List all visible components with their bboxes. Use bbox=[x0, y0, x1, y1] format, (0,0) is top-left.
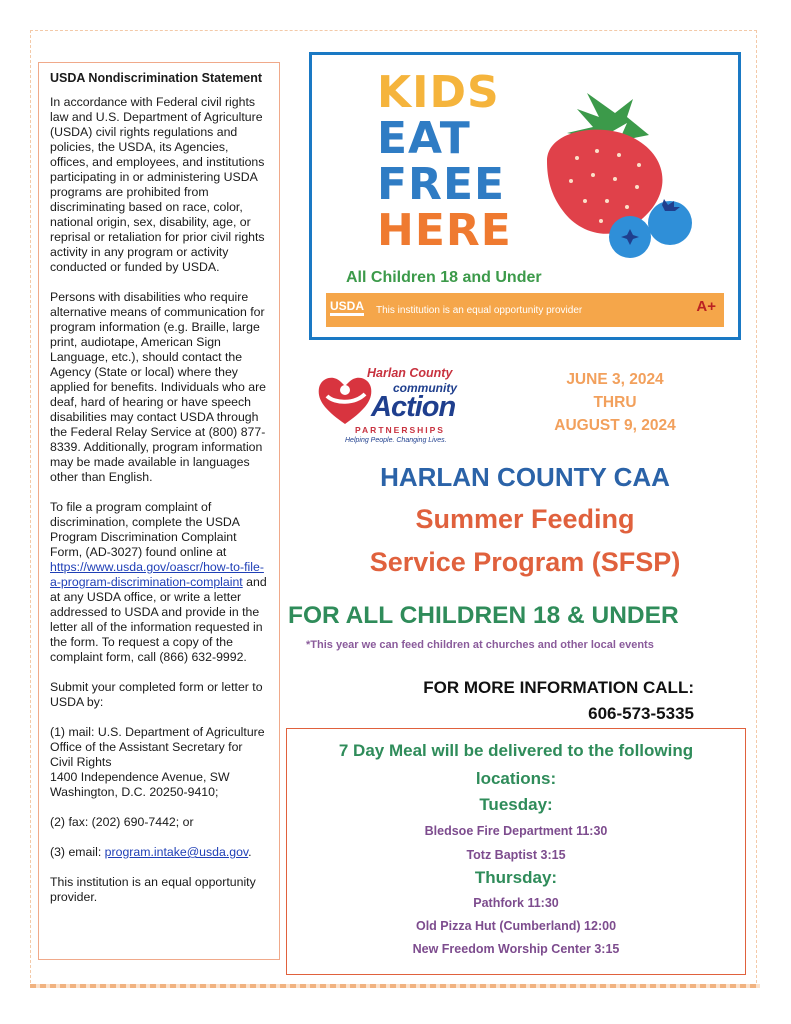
complaint-text: To file a program complaint of discrimination, complete the USDA Program Discrimination Complaint Form, (AD-3027) found online at bbox=[50, 500, 240, 559]
locations-box bbox=[286, 728, 746, 975]
events-note: *This year we can feed children at churches and other local events bbox=[306, 639, 654, 651]
usda-banner-text: This institution is an equal opportunity provider bbox=[376, 305, 583, 316]
logo-community: community bbox=[393, 381, 458, 395]
thursday-label: Thursday: bbox=[474, 868, 558, 887]
list-item: Totz Baptist 3:15 bbox=[466, 848, 566, 862]
end-date: AUGUST 9, 2024 bbox=[554, 417, 676, 434]
mail-line-1: (1) mail: U.S. Department of Agriculture bbox=[50, 725, 265, 739]
email-label: (3) email: bbox=[50, 845, 105, 859]
mail-line-4: Washington, D.C. 20250-9410; bbox=[50, 785, 219, 799]
fax-line: (2) fax: (202) 690-7442; or bbox=[50, 815, 194, 829]
phone-number: 606-573-5335 bbox=[588, 704, 694, 723]
kids-eat-free-poster bbox=[309, 52, 741, 340]
contact-info bbox=[380, 675, 694, 727]
title-line-2: Summer Feeding bbox=[415, 504, 635, 534]
logo-action: Action bbox=[371, 391, 456, 423]
for-all-children-heading: FOR ALL CHILDREN 18 & UNDER bbox=[288, 602, 679, 629]
kids-word: KIDS bbox=[377, 67, 500, 118]
tuesday-label: Tuesday: bbox=[479, 795, 553, 814]
title-line-1: HARLAN COUNTY CAA bbox=[380, 462, 670, 492]
logo-county: Harlan County bbox=[367, 366, 453, 380]
heart-hug-icon bbox=[315, 370, 375, 430]
caa-logo bbox=[315, 362, 475, 452]
a-plus-badge: A+ bbox=[696, 298, 716, 315]
more-info-label: FOR MORE INFORMATION CALL: bbox=[423, 678, 694, 697]
statement-paragraph-2: Persons with disabilities who require alternative means of communication for program information (e.g. Braille, large print, audiotape, American Sign Language, etc.), should contact the Agency (State or local) where they applied for benefits. Individuals who are deaf, hard of hearing or have speech disabilities may contact USDA through the Federal Relay Service at (800) 877-8339. Additionally, program information may be made available in languages other than English. bbox=[50, 290, 267, 484]
list-item: Bledsoe Fire Department 11:30 bbox=[424, 824, 608, 838]
logo-tagline: Helping People. Changing Lives. bbox=[345, 437, 447, 444]
here-word: HERE bbox=[377, 205, 512, 256]
thru-label: THRU bbox=[593, 394, 637, 411]
statement-paragraph-4: Submit your completed form or letter to USDA by: bbox=[50, 680, 263, 709]
usda-banner bbox=[326, 293, 724, 327]
logo-partnerships: PARTNERSHIPS bbox=[355, 425, 445, 435]
locations-heading-line-2: locations: bbox=[475, 769, 557, 788]
list-item: Old Pizza Hut (Cumberland) 12:00 bbox=[415, 919, 617, 933]
kef-subtitle: All Children 18 and Under bbox=[346, 269, 542, 286]
email-line bbox=[50, 845, 269, 860]
mail-line-2: Office of the Assistant Secretary for Civil Rights bbox=[50, 740, 243, 769]
mail-line-3: 1400 Independence Avenue, SW bbox=[50, 770, 230, 784]
eat-word: EAT bbox=[377, 113, 471, 164]
closing-line: This institution is an equal opportunity provider. bbox=[50, 875, 256, 904]
locations-heading-line-1: 7 Day Meal will be delivered to the following bbox=[338, 741, 694, 760]
statement-paragraph-3 bbox=[50, 500, 269, 665]
statement-paragraph-1: In accordance with Federal civil rights law and U.S. Department of Agriculture (USDA) civil rights regulations and policies, the USDA, its Agencies, offices, and employees, and institutions participating in or administering USDA programs are prohibited from discriminating based on race, color, national origin, sex, disability, age, or reprisal or retaliation for prior civil rights activity in any program or activity conducted or funded by USDA. bbox=[50, 95, 265, 274]
title-line-3: Service Program (SFSP) bbox=[369, 547, 681, 577]
complaint-form-link[interactable]: https://www.usda.gov/oascr/how-to-file-a-program-discrimination-complaint bbox=[50, 560, 264, 589]
blueberries-icon bbox=[602, 193, 702, 263]
usda-logo-underline bbox=[330, 313, 364, 316]
statement-heading: USDA Nondiscrimination Statement bbox=[50, 71, 263, 85]
nondiscrimination-statement bbox=[38, 62, 280, 960]
program-dates bbox=[530, 368, 700, 437]
list-item: New Freedom Worship Center 3:15 bbox=[412, 942, 620, 956]
start-date: JUNE 3, 2024 bbox=[566, 371, 664, 388]
email-link[interactable]: program.intake@usda.gov bbox=[104, 845, 249, 859]
complaint-text-end: and at any USDA office, or write a letter addressed to USDA and provide in the letter all of the information requested in the form. To request a copy of the complaint form, call (866) 632-9992. bbox=[50, 575, 267, 664]
list-item: Pathfork 11:30 bbox=[473, 896, 559, 910]
free-word: FREE bbox=[377, 159, 506, 210]
locations-heading bbox=[287, 737, 745, 793]
email-end: . bbox=[248, 845, 252, 859]
usda-logo: USDA bbox=[330, 299, 365, 313]
decorative-border bbox=[30, 984, 760, 988]
